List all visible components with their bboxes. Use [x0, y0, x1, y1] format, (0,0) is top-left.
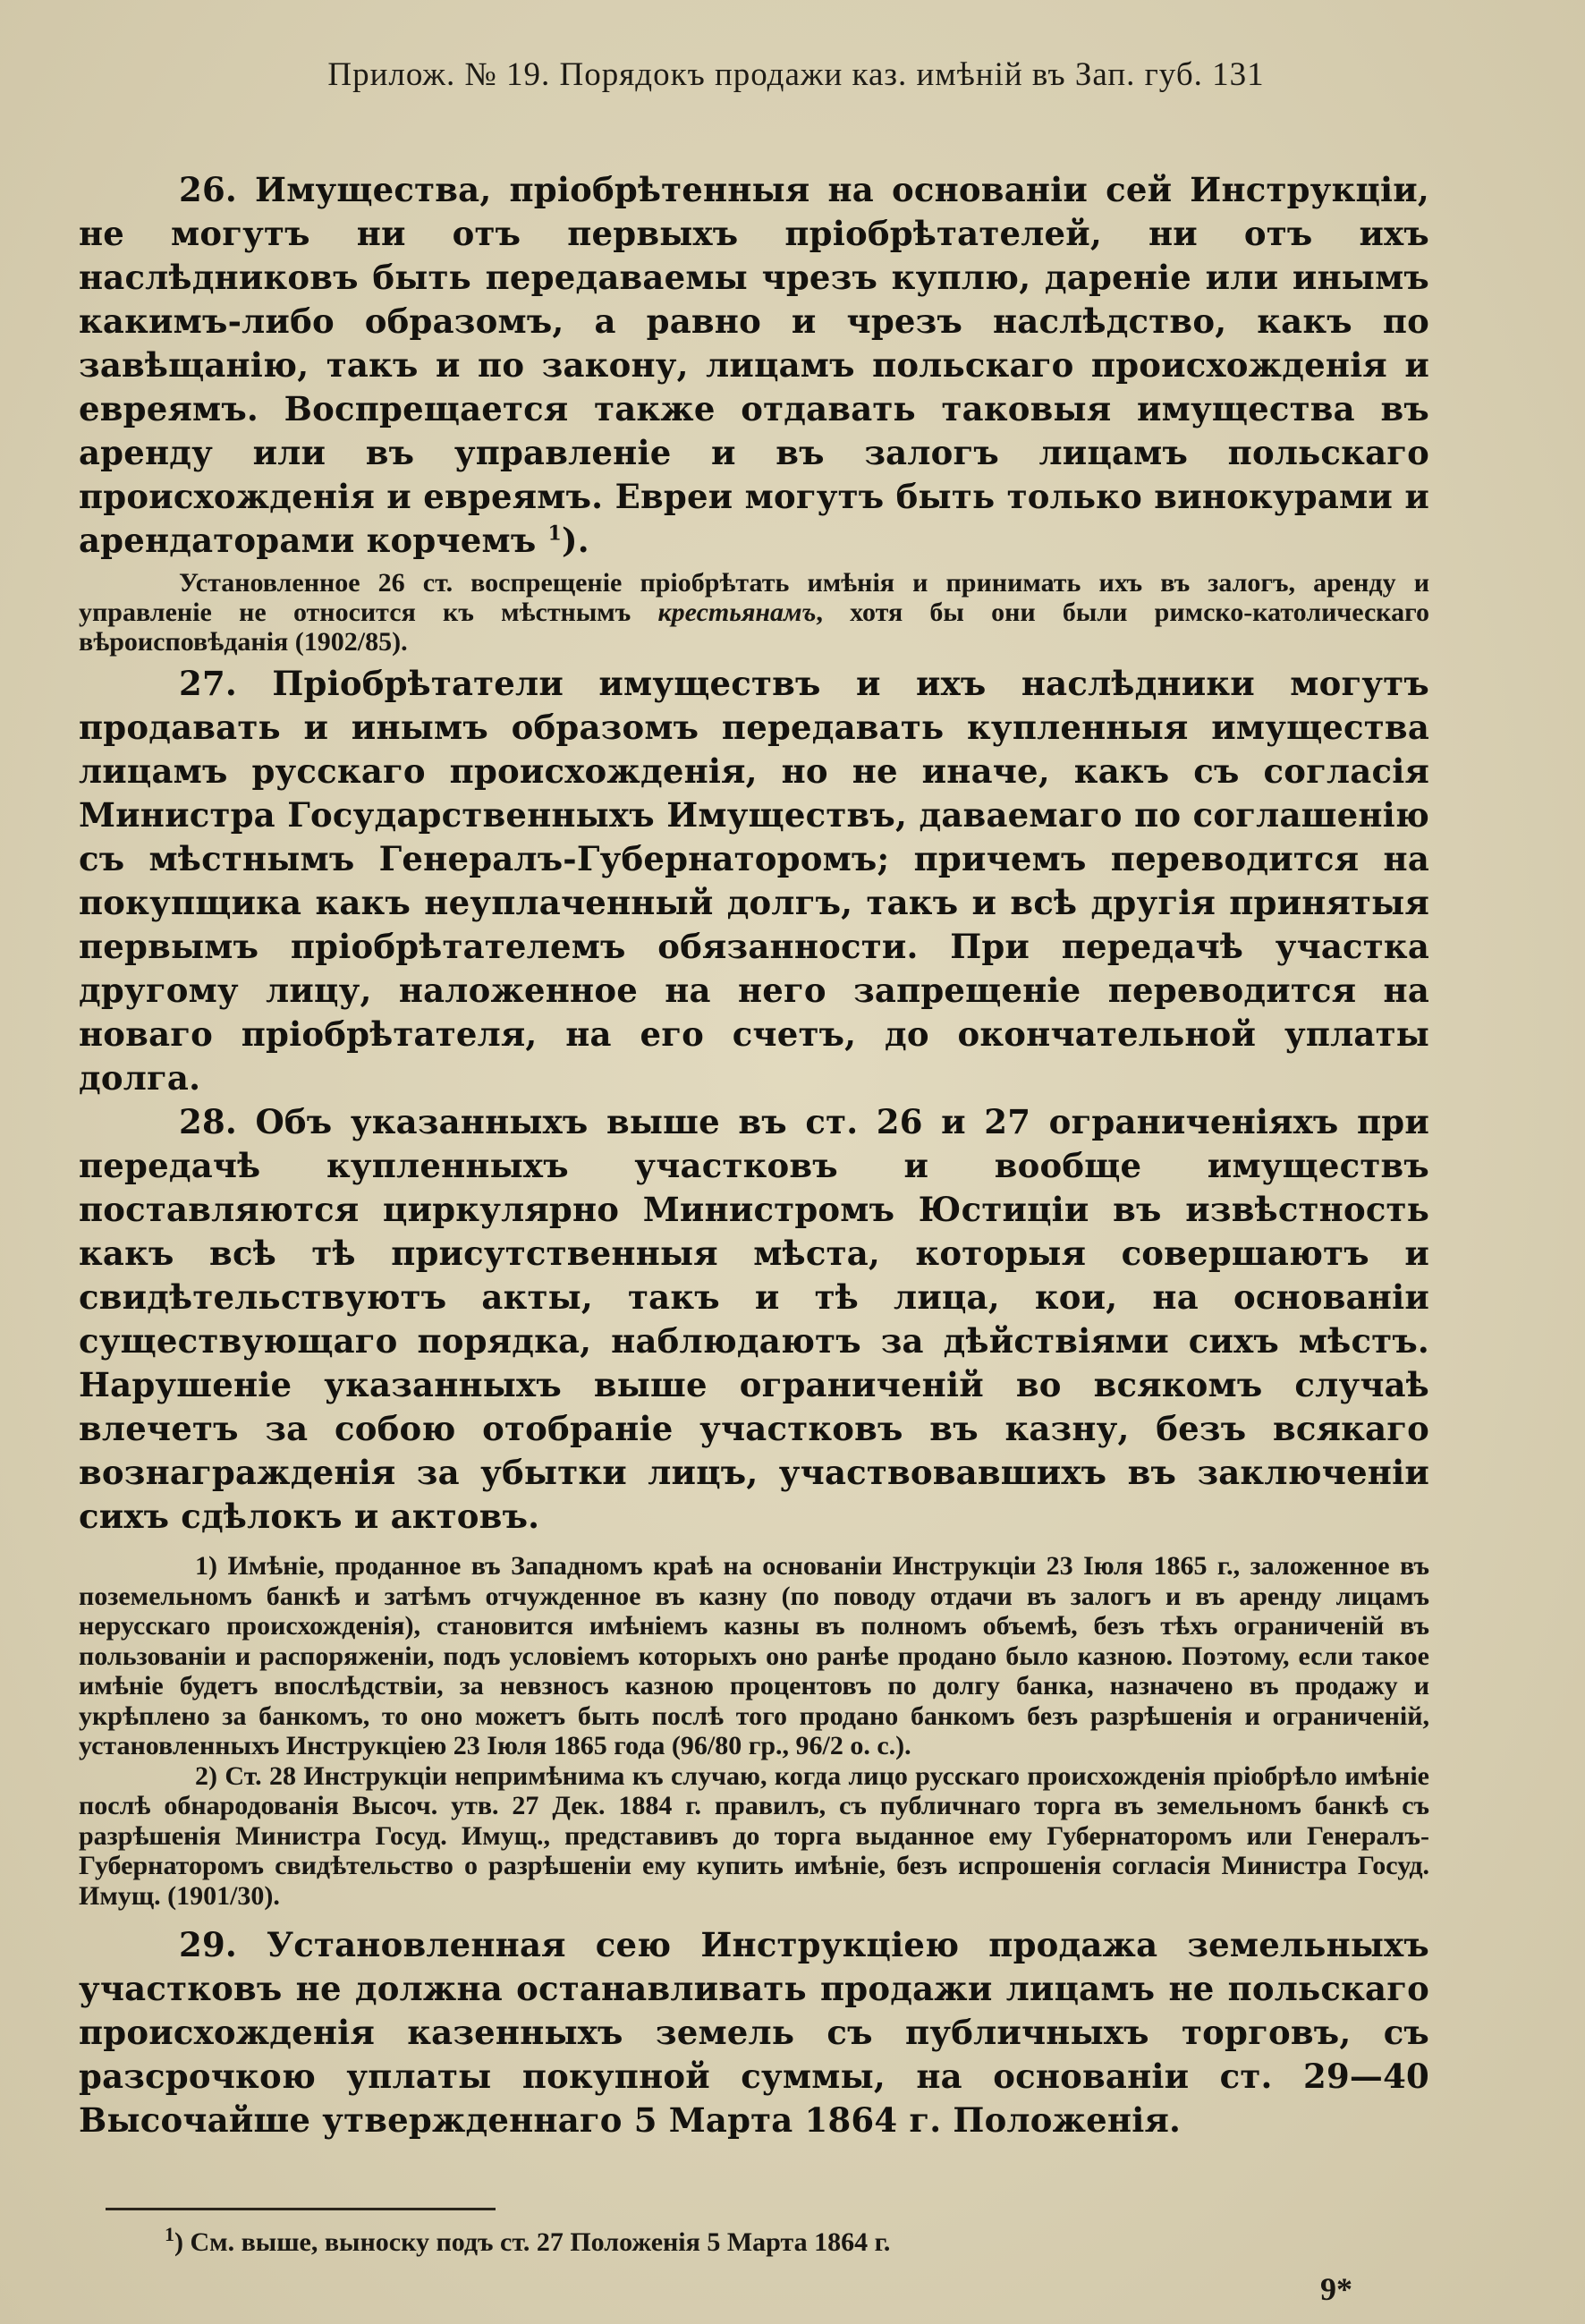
- note-26-after: , хотя бы они были римско-католическаго вѣроисповѣданія (1902/85).: [79, 598, 1430, 657]
- article-note-1: 1) Имѣніе, проданное въ Западномъ краѣ на основаніи Инструкціи 23 Іюля 1865 г., заложенное въ поземельномъ банкѣ и затѣмъ отчужденное въ казну (по поводу отдачи въ залогъ и въ аренду лицамъ нерусскаго происхожденія), становится имѣніемъ казны въ полномъ объемѣ, безъ тѣхъ ограниченій въ пользованіи и распоряженіи, подъ условіемъ которыхъ оно ранѣе продано было казною. Поэтому, если такое имѣніе будетъ впослѣдствіи, за невзносъ казною процентовъ по долгу банка, назначено въ продажу и укрѣплено за банкомъ, то оно можетъ быть послѣ того продано банкомъ безъ разрѣшенія и ограниченій, установленныхъ Инструкціею 23 Іюля 1865 года (96/80 гр., 96/2 о. с.).: [79, 1551, 1429, 1760]
- article-26-tail: ).: [562, 521, 589, 560]
- article-notes: [79, 1551, 1429, 1911]
- signature-mark: 9*: [1320, 2271, 1352, 2307]
- article-28: 28. Объ указанныхъ выше въ ст. 26 и 27 ограниченіяхъ при передачѣ купленныхъ участковъ и вообще имуществъ поставляются циркулярно Министромъ Юстиціи въ извѣстность какъ всѣ тѣ присутственныя мѣста, которыя совершаютъ и свидѣтельствуютъ акты, такъ и тѣ лица, кои, на основаніи существующаго порядка, наблюдаютъ за дѣйствіями сихъ мѣстъ. Нарушеніе указанныхъ выше ограниченій во всякомъ случаѣ влечетъ за собою отобраніе участковъ въ казну, безъ всякаго вознагражденія за убытки лицъ, участвовавшихъ въ заключеніи сихъ сдѣлокъ и актовъ.: [79, 1102, 1429, 1536]
- page-footnote-text: ) См. выше, выноску подъ ст. 27 Положенія 5 Марта 1864 г.: [174, 2227, 891, 2257]
- page-body: [79, 168, 1429, 2142]
- note-26-before: Установленное 26 ст. воспрещеніе пріобрѣтать имѣнія и принимать ихъ въ залогъ, аренду и управленіе не относится къ мѣстнымъ: [79, 568, 1429, 627]
- article-29: 29. Установленная сею Инструкціею продажа земельныхъ участковъ не должна останавливать продажи лицамъ не польскаго происхожденія казенныхъ земель съ публичныхъ торговъ, съ разсрочкою уплаты покупной суммы, на основаніи ст. 29—40 Высочайше утвержденнаго 5 Марта 1864 г. Положенія.: [79, 1925, 1429, 2140]
- article-note-2: 2) Ст. 28 Инструкціи непримѣнима къ случаю, когда лицо русскаго происхожденія пріобрѣло имѣніе послѣ обнародованія Высоч. утв. 27 Дек. 1884 г. правилъ, съ публичнаго торга въ земельномъ банкѣ съ разрѣшенія Министра Госуд. Имущ., представивъ до торга выданное ему Губернаторомъ или Генералъ-Губернаторомъ свидѣтельство о разрѣшеніи ему купить имѣніе, безъ испрошенія согласія Министра Госуд. Имущ. (1901/30).: [79, 1760, 1429, 1911]
- footnote-ref: 1: [547, 522, 563, 546]
- article-26-text: 26. Имущества, пріобрѣтенныя на основаніи сей Инструкціи, не могутъ ни отъ первыхъ пріобрѣтателей, ни отъ ихъ наслѣдниковъ быть передаваемы чрезъ куплю, дареніе или инымъ какимъ-либо образомъ, а равно и чрезъ наслѣдство, какъ по завѣщанію, такъ и по закону, лицамъ польскаго происхожденія и евреямъ. Воспрещается также отдавать таковыя имущества въ аренду или въ управленіе и въ залогъ лицамъ польскаго происхожденія и евреямъ. Евреи могутъ быть только винокурами и арендаторами корчемъ: [79, 170, 1429, 560]
- article-27: 27. Пріобрѣтатели имуществъ и ихъ наслѣдники могутъ продавать и инымъ образомъ передавать купленныя имущества лицамъ русскаго происхожденія, но не иначе, какъ съ согласія Министра Государственныхъ Имуществъ, даваемаго по соглашенію съ мѣстнымъ Генералъ-Губернаторомъ; причемъ переводится на покупщика какъ неуплаченный долгъ, такъ и всѣ другія принятыя первымъ пріобрѣтателемъ обязанности. При передачѣ участка другому лицу, наложенное на него запрещеніе переводится на новаго пріобрѣтателя, на его счетъ, до окончательной уплаты долга.: [79, 664, 1429, 1098]
- article-26: [79, 168, 1429, 563]
- note-article-26: [79, 568, 1429, 657]
- footnote-rule: [106, 2208, 496, 2210]
- page-footnote-ref: 1: [165, 2223, 174, 2245]
- note-26-italic: крестьянамъ: [657, 598, 817, 627]
- page-footnote: [165, 2223, 1327, 2258]
- running-head: Прилож. № 19. Порядокъ продажи каз. имѣній въ Зап. губ. 131: [327, 56, 1265, 93]
